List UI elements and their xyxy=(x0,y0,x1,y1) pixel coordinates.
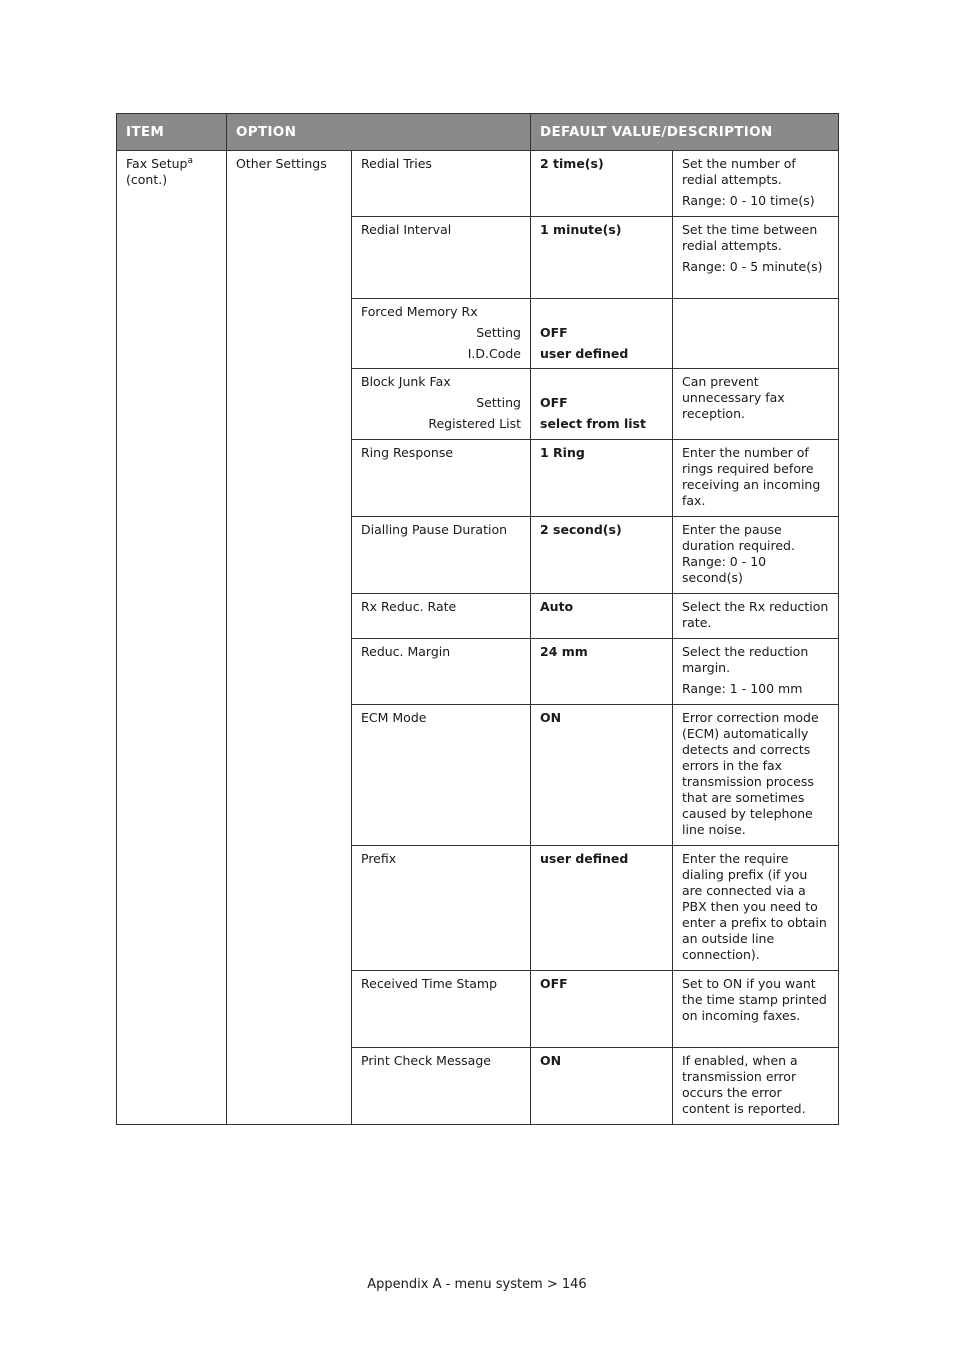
description-text: Select the reduction margin. xyxy=(682,644,809,675)
header-default-value: DEFAULT VALUE/DESCRIPTION xyxy=(531,114,839,151)
description-text: Set the number of redial attempts. xyxy=(682,156,796,187)
default-value xyxy=(531,369,673,440)
header-item: ITEM xyxy=(117,114,227,151)
option-label: Redial Tries xyxy=(352,151,531,217)
item-footnote-marker: a xyxy=(187,155,193,166)
option-group-cell: Other Settings xyxy=(227,151,352,1125)
description xyxy=(673,639,839,705)
description: Can prevent unnecessary fax reception. xyxy=(673,369,839,440)
option-label: Dialling Pause Duration xyxy=(352,517,531,594)
description: Enter the number of rings required before receiving an incoming fax. xyxy=(673,440,839,517)
sub-option-value: select from list xyxy=(540,416,646,431)
description: Set to ON if you want the time stamp printed on incoming faxes. xyxy=(673,971,839,1048)
default-value xyxy=(531,299,673,369)
description: Enter the require dialing prefix (if you are connected via a PBX then you need to enter a prefix to obtain an outside line connection). xyxy=(673,846,839,971)
description xyxy=(673,217,839,299)
description xyxy=(673,299,839,369)
item-cell xyxy=(117,151,227,1125)
default-value: ON xyxy=(531,1048,673,1125)
option-label: Prefix xyxy=(352,846,531,971)
default-value: user defined xyxy=(531,846,673,971)
default-value: 1 Ring xyxy=(531,440,673,517)
sub-option-value: user defined xyxy=(540,346,629,361)
option-title: Block Junk Fax xyxy=(361,374,451,389)
default-value: 2 second(s) xyxy=(531,517,673,594)
description-range: Range: 0 - 5 minute(s) xyxy=(682,259,823,274)
description: Enter the pause duration required. Range: 0 - 10 second(s) xyxy=(673,517,839,594)
default-value: 2 time(s) xyxy=(531,151,673,217)
description: Select the Rx reduction rate. xyxy=(673,594,839,639)
page-footer: Appendix A - menu system > 146 xyxy=(367,1277,587,1292)
description-text: Set the time between redial attempts. xyxy=(682,222,818,253)
option-label: Reduc. Margin xyxy=(352,639,531,705)
header-option: OPTION xyxy=(227,114,531,151)
table-header-row xyxy=(117,114,839,151)
description: If enabled, when a transmission error occurs the error content is reported. xyxy=(673,1048,839,1125)
sub-option-label: Registered List xyxy=(428,416,521,431)
description xyxy=(673,151,839,217)
option-label: Rx Reduc. Rate xyxy=(352,594,531,639)
sub-option-value: OFF xyxy=(540,395,568,410)
option-title: Forced Memory Rx xyxy=(361,304,478,319)
item-label: Fax Setup xyxy=(126,156,188,171)
option-label: ECM Mode xyxy=(352,705,531,846)
option-label xyxy=(352,369,531,440)
sub-option-value: OFF xyxy=(540,325,568,340)
default-value: OFF xyxy=(531,971,673,1048)
item-cont-label: (cont.) xyxy=(126,172,168,187)
sub-option-label: Setting xyxy=(476,395,521,410)
option-label: Redial Interval xyxy=(352,217,531,299)
description-range: Range: 1 - 100 mm xyxy=(682,681,803,696)
option-label: Ring Response xyxy=(352,440,531,517)
default-value: ON xyxy=(531,705,673,846)
table-row xyxy=(117,151,839,217)
option-label: Print Check Message xyxy=(352,1048,531,1125)
option-label: Received Time Stamp xyxy=(352,971,531,1048)
fax-settings-table xyxy=(116,113,839,1125)
sub-option-label: I.D.Code xyxy=(467,346,521,361)
sub-option-label: Setting xyxy=(476,325,521,340)
default-value: Auto xyxy=(531,594,673,639)
default-value: 1 minute(s) xyxy=(531,217,673,299)
option-label xyxy=(352,299,531,369)
description: Error correction mode (ECM) automatically detects and corrects errors in the fax transmission process that are sometimes caused by telephone line noise. xyxy=(673,705,839,846)
description-range: Range: 0 - 10 time(s) xyxy=(682,193,815,208)
default-value: 24 mm xyxy=(531,639,673,705)
